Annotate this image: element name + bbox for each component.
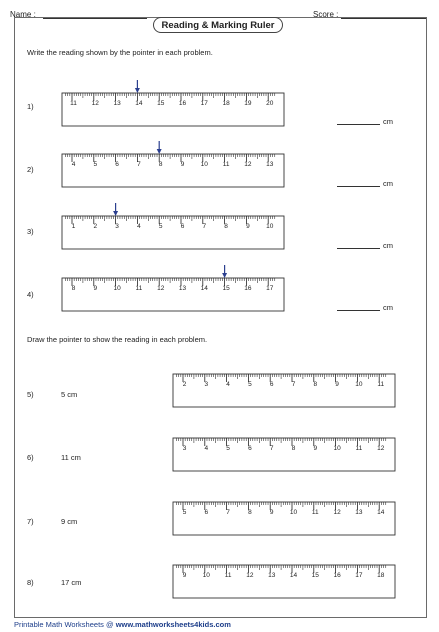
ruler-tick-label: 5 xyxy=(226,445,230,452)
pointer-arrow xyxy=(222,265,227,278)
ruler-tick-label: 4 xyxy=(226,381,230,388)
footer xyxy=(14,620,231,629)
problem-number: 5) xyxy=(27,390,34,399)
ruler-tick-label: 8 xyxy=(313,381,318,388)
ruler-tick-label: 1 xyxy=(71,223,76,230)
ruler-tick-label: 13 xyxy=(178,285,187,292)
target-reading: 17 cm xyxy=(61,578,82,587)
page-title: Reading & Marking Ruler xyxy=(153,17,283,33)
answer-line[interactable] xyxy=(337,124,380,125)
ruler-tick-label: 3 xyxy=(204,381,209,388)
ruler-tick-label: 15 xyxy=(311,572,319,579)
answer-line[interactable] xyxy=(337,248,380,249)
target-reading: 11 cm xyxy=(61,453,81,462)
ruler-tick-label: 9 xyxy=(182,572,187,579)
ruler-tick-label: 9 xyxy=(313,445,318,452)
problem-number: 6) xyxy=(27,453,34,462)
ruler-tick-label: 12 xyxy=(246,572,254,579)
ruler-frame xyxy=(62,154,284,187)
ruler-tick-label: 8 xyxy=(158,161,163,168)
pointer-head xyxy=(113,211,118,216)
ruler-tick-label: 3 xyxy=(115,223,119,230)
unit-label: cm xyxy=(383,179,393,188)
ruler-tick-label: 9 xyxy=(246,223,250,230)
problem-number: 7) xyxy=(27,517,34,526)
ruler-body xyxy=(62,93,284,126)
ruler-tick-label: 13 xyxy=(268,572,276,579)
ruler-tick-label: 14 xyxy=(377,509,385,516)
ruler-tick-label: 8 xyxy=(71,285,76,292)
ruler-tick-label: 16 xyxy=(333,572,341,579)
ruler-tick-label: 17 xyxy=(355,572,363,579)
ruler-tick-label: 18 xyxy=(222,100,230,107)
ruler-body xyxy=(173,438,395,471)
ruler-body xyxy=(62,216,284,249)
ruler xyxy=(61,199,285,251)
problem-number: 1) xyxy=(27,102,34,111)
ruler-tick-label: 9 xyxy=(269,509,274,516)
ruler-tick-label: 13 xyxy=(355,509,363,516)
ruler[interactable] xyxy=(172,561,396,601)
ruler-frame xyxy=(173,502,395,535)
ruler-tick-label: 8 xyxy=(248,509,252,516)
ruler-tick-label: 14 xyxy=(289,572,298,579)
ruler-body xyxy=(62,154,284,187)
footer-site-link[interactable]: www.mathworksheets4kids.com xyxy=(115,620,231,629)
ruler-tick-label: 11 xyxy=(135,285,143,292)
ruler-tick-label: 4 xyxy=(137,223,141,230)
ruler-body xyxy=(62,278,284,311)
ruler-tick-label: 9 xyxy=(180,161,185,168)
ruler-tick-label: 6 xyxy=(115,161,119,168)
ruler-tick-label: 10 xyxy=(200,161,208,168)
ruler-tick-label: 11 xyxy=(222,161,230,168)
score-field[interactable] xyxy=(341,18,426,19)
unit-label: cm xyxy=(383,303,393,312)
target-reading: 5 cm xyxy=(61,390,78,399)
pointer-arrow xyxy=(113,203,118,216)
pointer-head xyxy=(157,149,162,154)
ruler-tick-label: 12 xyxy=(244,161,252,168)
ruler-tick-label: 7 xyxy=(137,161,141,168)
ruler-tick-label: 4 xyxy=(71,161,76,168)
ruler-tick-label: 2 xyxy=(182,381,187,388)
ruler-tick-label: 10 xyxy=(355,381,363,388)
ruler-tick-label: 19 xyxy=(244,100,252,107)
pointer-arrow xyxy=(157,141,162,154)
ruler-tick-label: 7 xyxy=(269,445,274,452)
ruler-tick-label: 18 xyxy=(377,572,385,579)
ruler-tick-label: 7 xyxy=(226,509,230,516)
ruler-tick-label: 7 xyxy=(202,223,207,230)
ruler-tick-label: 5 xyxy=(248,381,252,388)
ruler-tick-label: 5 xyxy=(93,161,98,168)
problem-number: 2) xyxy=(27,165,34,174)
ruler-tick-label: 12 xyxy=(377,445,385,452)
score-label: Score : xyxy=(313,10,339,19)
ruler-tick-label: 14 xyxy=(135,100,143,107)
ruler-body xyxy=(173,502,395,535)
name-field[interactable] xyxy=(43,18,147,19)
ruler-tick-label: 11 xyxy=(224,572,232,579)
pointer-arrow xyxy=(135,80,140,93)
name-label: Name : xyxy=(10,10,36,19)
ruler-tick-label: 6 xyxy=(204,509,209,516)
target-reading: 9 cm xyxy=(61,517,78,526)
ruler-frame xyxy=(173,565,395,598)
problem-number: 3) xyxy=(27,227,34,236)
ruler-tick-label: 6 xyxy=(180,223,185,230)
ruler-tick-label: 14 xyxy=(200,285,208,292)
ruler-tick-label: 10 xyxy=(289,509,298,516)
ruler-tick-label: 16 xyxy=(244,285,252,292)
ruler[interactable] xyxy=(172,498,396,538)
ruler-tick-label: 8 xyxy=(291,445,296,452)
ruler-tick-label: 17 xyxy=(200,100,208,107)
ruler-body xyxy=(173,565,395,598)
ruler-frame xyxy=(173,374,395,407)
answer-line[interactable] xyxy=(337,310,380,311)
ruler-frame xyxy=(62,93,284,126)
ruler-tick-label: 5 xyxy=(182,509,187,516)
ruler-tick-label: 5 xyxy=(158,223,163,230)
ruler-tick-label: 10 xyxy=(266,223,274,230)
ruler-tick-label: 20 xyxy=(266,100,274,107)
unit-label: cm xyxy=(383,241,393,250)
ruler-tick-label: 2 xyxy=(93,223,98,230)
ruler[interactable] xyxy=(172,434,396,474)
ruler-tick-label: 16 xyxy=(178,100,187,107)
ruler-frame xyxy=(173,438,395,471)
ruler-tick-label: 4 xyxy=(204,445,209,452)
ruler-tick-label: 15 xyxy=(222,285,230,292)
ruler-tick-label: 11 xyxy=(70,100,77,107)
ruler-tick-label: 11 xyxy=(377,381,385,388)
ruler-tick-label: 13 xyxy=(113,100,121,107)
ruler[interactable] xyxy=(172,370,396,410)
ruler-tick-label: 12 xyxy=(157,285,165,292)
ruler-frame xyxy=(62,278,284,311)
ruler-tick-label: 15 xyxy=(157,100,165,107)
section2-instruction: Draw the pointer to show the reading in each problem. xyxy=(27,335,208,344)
ruler-tick-label: 8 xyxy=(224,223,228,230)
problem-number: 4) xyxy=(27,290,34,299)
ruler-tick-label: 11 xyxy=(311,509,319,516)
ruler-tick-label: 10 xyxy=(202,572,210,579)
ruler-tick-label: 17 xyxy=(266,285,274,292)
ruler-tick-label: 12 xyxy=(333,509,341,516)
ruler-tick-label: 3 xyxy=(182,445,187,452)
ruler-tick-label: 11 xyxy=(355,445,363,452)
ruler xyxy=(61,137,285,189)
ruler xyxy=(61,80,285,128)
ruler-tick-label: 12 xyxy=(91,100,99,107)
ruler-body xyxy=(173,374,395,407)
ruler-tick-label: 9 xyxy=(335,381,339,388)
ruler xyxy=(61,261,285,313)
unit-label: cm xyxy=(383,117,393,126)
ruler-tick-label: 7 xyxy=(291,381,296,388)
footer-prefix: Printable Math Worksheets @ xyxy=(14,620,116,629)
ruler-tick-label: 6 xyxy=(248,445,252,452)
answer-line[interactable] xyxy=(337,186,380,187)
ruler-tick-label: 6 xyxy=(269,381,274,388)
pointer-head xyxy=(135,88,140,93)
ruler-frame xyxy=(62,216,284,249)
ruler-tick-label: 9 xyxy=(93,285,98,292)
ruler-tick-label: 10 xyxy=(113,285,121,292)
ruler-tick-label: 10 xyxy=(333,445,341,452)
section1-instruction: Write the reading shown by the pointer in each problem. xyxy=(27,48,213,57)
ruler-tick-label: 13 xyxy=(266,161,274,168)
pointer-head xyxy=(222,273,227,278)
problem-number: 8) xyxy=(27,578,34,587)
